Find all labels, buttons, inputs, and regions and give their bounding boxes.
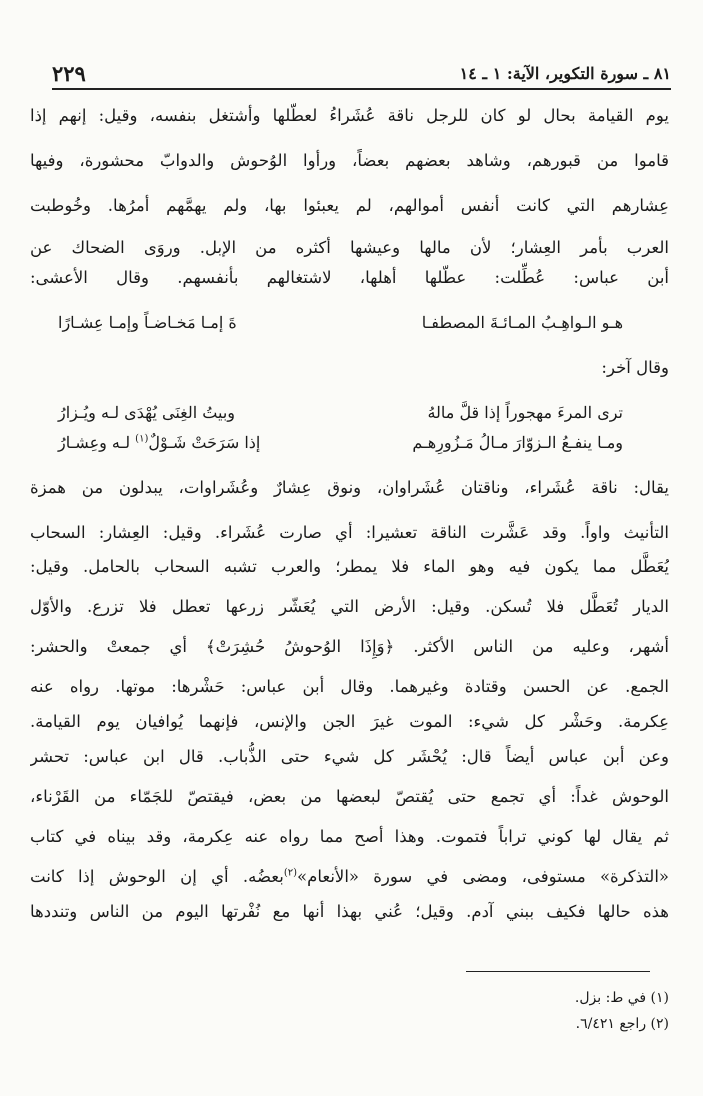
text-line: يوم القيامة بحال لو كان للرجل ناقة عُشَراءُ لعطّلها وأشتغل بنفسه، وقيل: إنهم إذا [30, 106, 669, 125]
verse-hemistich: ومـا ينفـعُ الـزوّارَ مـالُ مَـزُورِهـم [412, 433, 623, 452]
verse-hemistich: وبيتُ الغِنَى يُهْدَى لـه ويُـزارُ [58, 403, 236, 422]
text-line: الجمع. عن الحسن وقتادة وغيرهما. وقال أبن عباس: حَشْرها: موتها. رواه عنه [30, 677, 669, 696]
text-line: أبن عباس: عُطِّلت: عطّلها أهلها، لاشتغالهم بأنفسهم. وقال الأعشى: [30, 268, 669, 287]
text-line: وعن أبن عباس أيضاً قال: يُحْشَر كل شيء حتى الذُّباب. قال ابن عباس: تحشر [30, 747, 669, 766]
text-run: بعضُه. أي إن الوحوش إذا كانت [30, 867, 284, 886]
verse-hemistich: ترى المرءَ مهجوراً إذا قلَّ مالهُ [427, 403, 623, 422]
footnote-ref: (٢) [283, 867, 298, 879]
verse-intro: وقال آخر: [601, 358, 669, 377]
text-run: «التذكرة» مستوفى، ومضى في سورة «الأنعام» [297, 867, 669, 886]
verse-text: لـه وعِشـارُ [58, 433, 136, 452]
text-line: يقال: ناقة عُشَراء، وناقتان عُشَراوان، ونوق عِشارٌ وعُشَراوات، يبدلون من همزة [30, 478, 669, 497]
verse-line [58, 305, 623, 341]
text-line: الديار تُعَطَّل فلا تُسكن. وقيل: الأرض التي يُعَشّر زرعها تعطل فلا تزرع. والأوّل [30, 597, 669, 616]
text-line: التأنيث واواً. وقد عَشَّرت الناقة تعشيرا: أي صارت عُشَراء. وقيل: العِشار: السحاب [30, 523, 669, 542]
text-line: يُعَطَّل مما يكون فيه وهو الماء فلا يمطر؛ والعرب تشبه السحاب بالحامل. وقيل: [30, 557, 669, 576]
running-head: ٨١ ـ سورة التكوير، الآية: ١ ـ ١٤ [459, 63, 671, 83]
text-line: ثم يقال لها كوني تراباً فتموت. وهذا أصح مما رواه عنه عِكرمة، وقد بيناه في كتاب [30, 827, 669, 846]
page-number: ٢٢٩ [52, 60, 86, 86]
verse-text: إذا سَرَحَتْ شَـوْلٌ [148, 433, 261, 452]
text-line: هذه حالها فكيف ببني آدم. وقيل؛ عُني بهذا أنها مع نُفْرتها اليوم من الناس وتنددها [30, 902, 669, 921]
verse-line [58, 425, 623, 461]
verse-hemistich [58, 425, 318, 461]
page-header [52, 58, 671, 90]
text-line [30, 859, 669, 895]
footnote-separator [466, 971, 650, 972]
verse-hemistich: هـو الـواهِـبُ المـائـةَ المصطفـا [421, 313, 623, 332]
footnote-ref: (١) [135, 433, 149, 445]
text-line: أشهر، وعليه من الناس الأكثر. ﴿وَإِذَا الوُحوشُ حُشِرَتْ﴾ أي جمعتْ والحشر: [30, 637, 669, 656]
verse-hemistich: ةَ إمـا مَخـاضـاً وإمـا عِشـارًا [58, 313, 237, 332]
text-line: عِشارهم التي كانت أنفس أموالهم، لم يعبئوا بها، ولم يهمَّهم أمرُها. وخُوطبت [30, 196, 669, 215]
footnote: (١) في ط: بزل. [574, 990, 669, 1006]
text-line: العرب بأمر العِشار؛ لأن مالها وعيشها أكثره من الإبل. وروَى الضحاك عن [30, 238, 669, 257]
text-line: الوحوش غداً: أي تجمع حتى يُقتصّ لبعضها من بعض، فيقتصّ للجَمّاء من القَرْناء، [30, 787, 669, 806]
footnote: (٢) راجع ٦/٤٢١. [575, 1016, 669, 1032]
text-line: قاموا من قبورهم، وشاهد بعضهم بعضاً، ورأوا الوُحوش والدوابّ محشورة، وفيها [30, 151, 669, 170]
text-line: عِكرمة. وحَشْر كل شيء: الموت غيرَ الجن والإنس، فإنهما يُوافيان يوم القيامة. [30, 712, 669, 731]
